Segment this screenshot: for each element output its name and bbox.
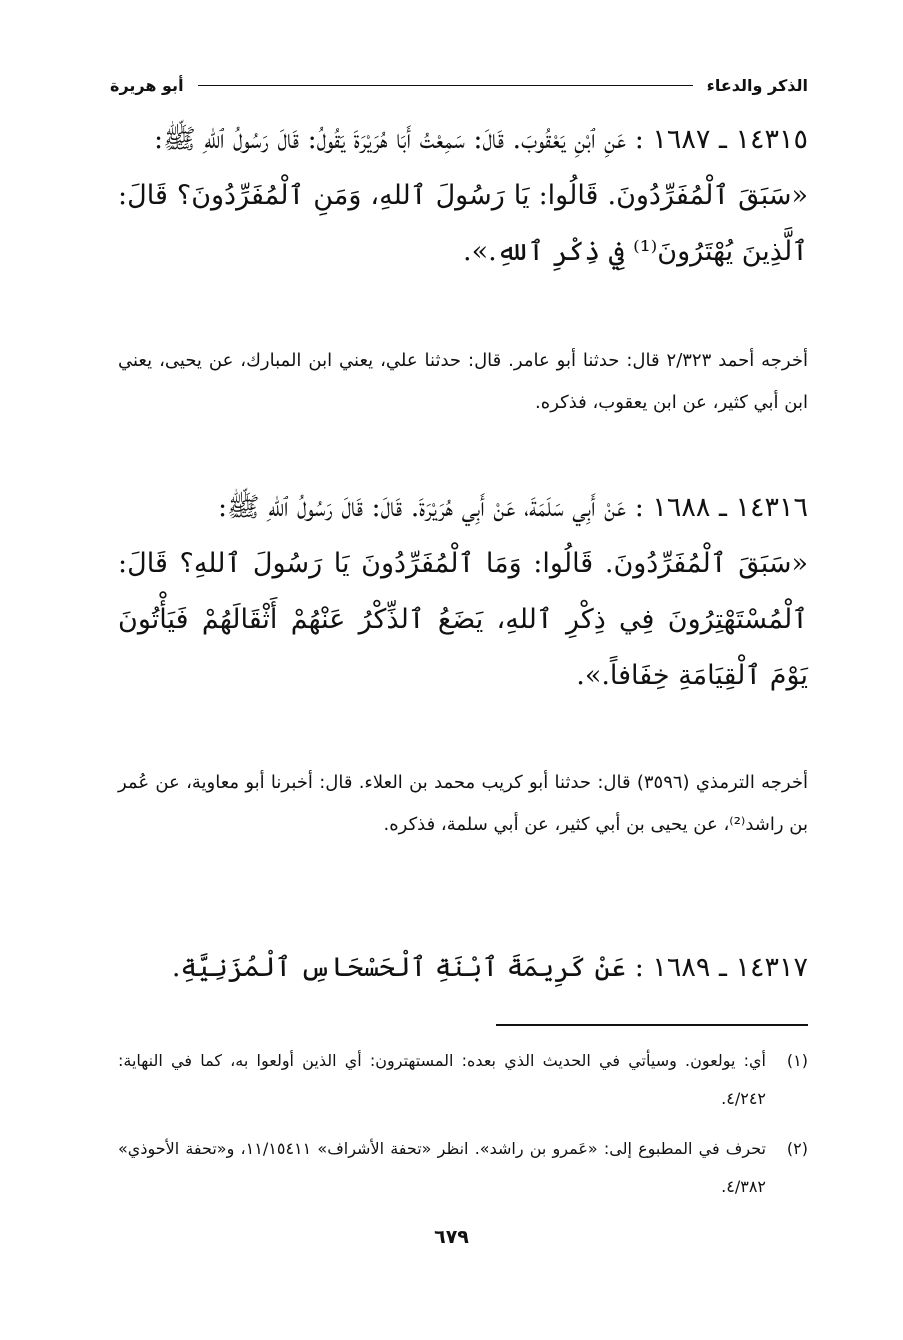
footnote-number: (١) [786, 1051, 808, 1070]
hadith-14316 [118, 480, 808, 704]
hadith-14315-source [118, 340, 808, 424]
hadith-chain: ١٤٣١٥ ـ ١٦٨٧ : عَنِ ٱبْنِ يَعْقُوبَ. قَالَ: سَمِعْتُ أَبَا هُرَيْرَةَ يَقُولُ: قَالَ رَسُولُ ٱللهِ ﷺ: [153, 124, 808, 155]
hadith-14315 [118, 112, 808, 280]
hadith-chain: ١٤٣١٧ ـ ١٦٨٩ : عَنْ كَرِيمَةَ ٱبْنَةِ ٱلْحَسْحَاسِ ٱلْمُزَنِيَّةِ. [171, 952, 808, 983]
footnote-1 [118, 1042, 808, 1118]
hadith-source: أخرجه أحمد ٢/٣٢٣ قال: حدثنا أبو عامر. قال: حدثنا علي، يعني ابن المبارك، عن يحيى، يعني ابن أبي كثير، عن ابن يعقوب، فذكره. [118, 350, 808, 413]
hadith-quote: «سَبَقَ ٱلْمُفَرِّدُونَ. قَالُوا: وَمَا ٱلْمُفَرِّدُونَ يَا رَسُولَ ٱللهِ؟ قَالَ: ٱلْمُسْتَهْتِرُونَ فِي ذِكْرِ ٱللهِ، يَضَعُ ٱلذِّكْرُ عَنْهُمْ أَثْقَالَهُمْ فَيَأْتُونَ يَوْمَ ٱلْقِيَامَةِ خِفَافاً.». [118, 548, 808, 691]
header-rule [198, 85, 693, 86]
hadith-quote: «سَبَقَ ٱلْمُفَرِّدُونَ. قَالُوا: يَا رَسُولَ ٱللهِ، وَمَنِ ٱلْمُفَرِّدُونَ؟ قَالَ: ٱلَّذِينَ يُهْتَرُونَ⁽¹⁾ فِي ذِكْرِ ٱللهِ.». [118, 180, 808, 267]
footnote-text: أي: يولعون. وسيأتي في الحديث الذي بعده: المستهترون: أي الذين أولعوا به، كما في النهاية: ٤/٢٤٢. [118, 1051, 766, 1108]
footnote-2 [118, 1130, 808, 1206]
hadith-14316-source [118, 762, 808, 846]
footnote-separator [496, 1024, 808, 1026]
page-number: ٦٧٩ [434, 1226, 469, 1248]
footnote-number: (٢) [786, 1139, 808, 1158]
running-header [110, 70, 808, 100]
hadith-chain: ١٤٣١٦ ـ ١٦٨٨ : عَنْ أَبِي سَلَمَةَ، عَنْ أَبِي هُرَيْرَةَ. قَالَ: قَالَ رَسُولُ ٱللهِ ﷺ: [217, 492, 808, 523]
footnote-text: تحرف في المطبوع إلى: «عَمرو بن راشد». انظر «تحفة الأشراف» ١١/١٥٤١١، و«تحفة الأحوذي» ٤/٣٨٢. [118, 1139, 766, 1196]
header-narrator-name: أبو هريرة [110, 75, 184, 95]
header-chapter-title: الذكر والدعاء [706, 75, 808, 95]
hadith-14317 [118, 940, 808, 996]
hadith-source: أخرجه الترمذي (٣٥٩٦) قال: حدثنا أبو كريب محمد بن العلاء. قال: أخبرنا أبو معاوية، عن عُمر بن راشد⁽²⁾، عن يحيى بن أبي كثير، عن أبي سلمة، فذكره. [118, 772, 808, 835]
